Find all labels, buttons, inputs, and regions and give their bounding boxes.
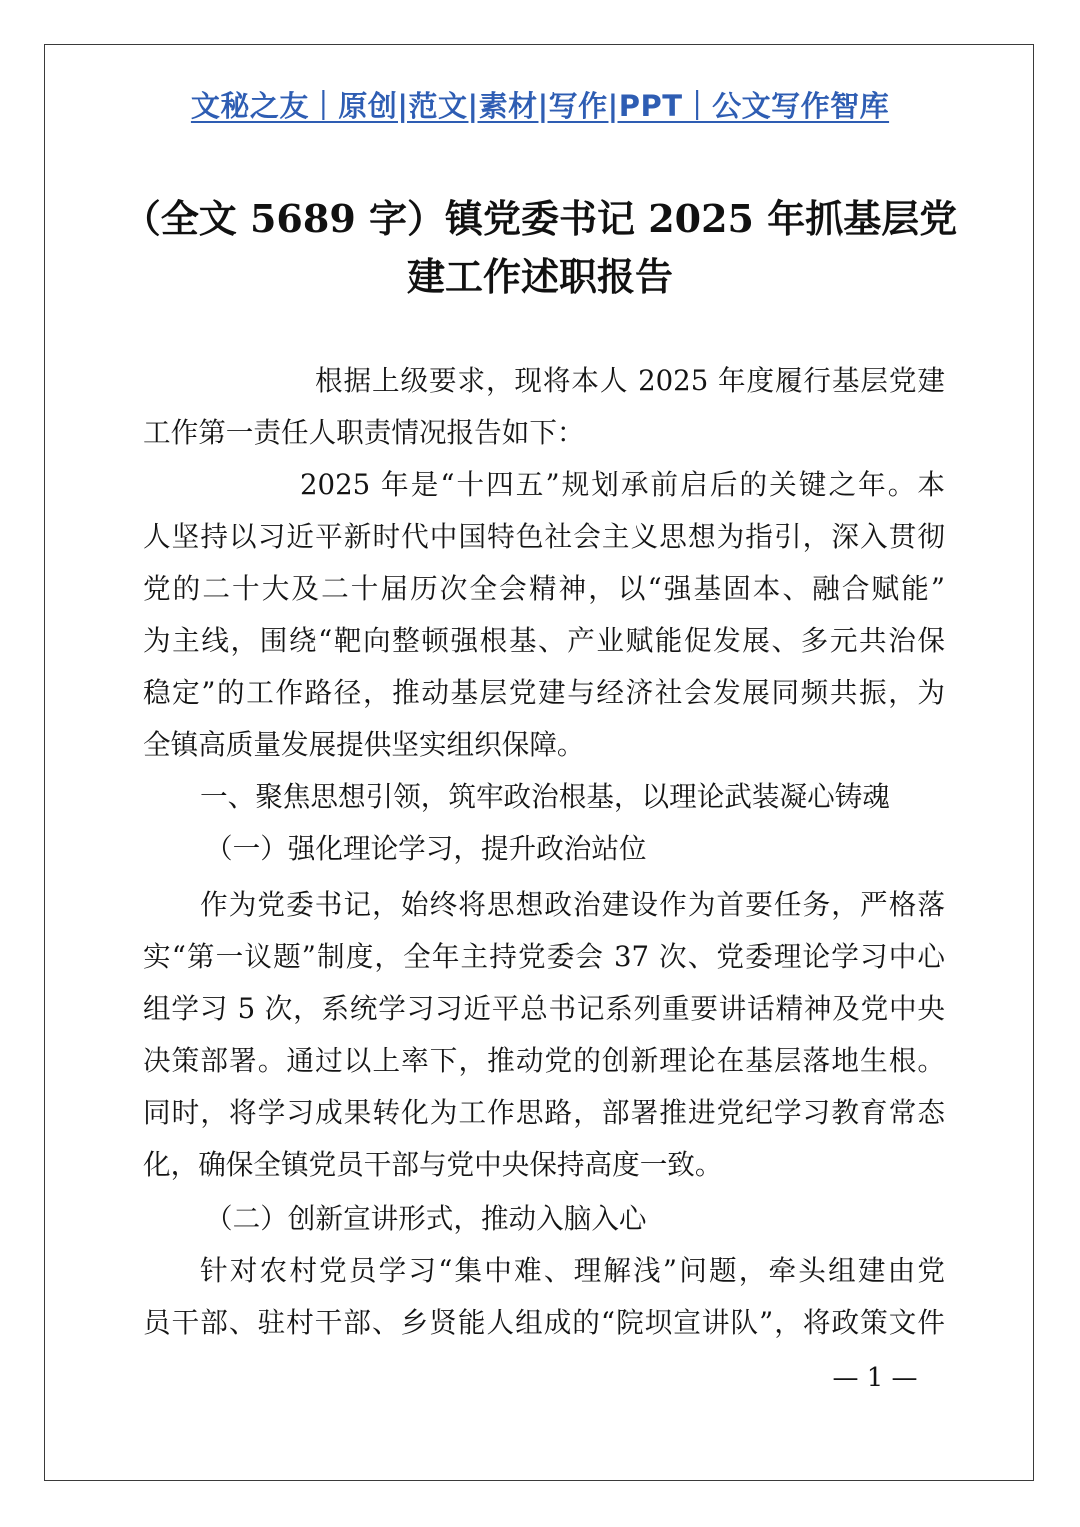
paragraph-line: 党的二十大及二十届历次全会精神，以“强基固本、融合赋能” [143,572,945,605]
header-banner[interactable]: 文秘之友｜原创|范文|素材|写作|PPT｜公文写作智库 [190,89,890,123]
paragraph-line: 同时，将学习成果转化为工作思路，部署推进党纪学习教育常态 [143,1096,945,1129]
paragraph-line: 为主线，围绕“靶向整顿强根基、产业赋能促发展、多元共治保 [143,624,945,657]
paragraph-line: 员干部、驻村干部、乡贤能人组成的“院坝宣讲队”，将政策文件 [143,1306,945,1339]
paragraph-line: 人坚持以习近平新时代中国特色社会主义思想为指引，深入贯彻 [143,520,945,553]
paragraph-line: 决策部署。通过以上率下，推动党的创新理论在基层落地生根。 [143,1044,945,1077]
paragraph-line: 2025 年是“十四五”规划承前启后的关键之年。本 [300,468,945,501]
subsection-heading: （二）创新宣讲形式，推动入脑入心 [205,1202,647,1235]
paragraph-line: 作为党委书记，始终将思想政治建设作为首要任务，严格落 [200,888,945,921]
paragraph-line: 根据上级要求，现将本人 2025 年度履行基层党建 [315,364,945,397]
title-line-2: 建工作述职报告 [406,254,673,299]
paragraph-line: 针对农村党员学习“集中难、理解浅”问题，牵头组建由党 [200,1254,945,1287]
paragraph-line: 实“第一议题”制度，全年主持党委会 37 次、党委理论学习中心 [143,940,945,973]
paragraph-line: 稳定”的工作路径，推动基层党建与经济社会发展同频共振，为 [143,676,945,709]
paragraph-line: 工作第一责任人职责情况报告如下： [143,416,585,449]
section-heading: 一、聚焦思想引领，筑牢政治根基，以理论武装凝心铸魂 [200,780,890,813]
paragraph-line: 化，确保全镇党员干部与党中央保持高度一致。 [143,1148,723,1181]
paragraph-line: 全镇高质量发展提供坚实组织保障。 [143,728,585,761]
subsection-heading: （一）强化理论学习，提升政治站位 [205,832,647,865]
paragraph-line: 组学习 5 次，系统学习习近平总书记系列重要讲话精神及党中央 [143,992,945,1025]
document-title [110,190,970,306]
title-line-1: （全文 5689 字）镇党委书记 2025 年抓基层党 [122,196,958,241]
page-number: — 1 — [832,1363,918,1393]
